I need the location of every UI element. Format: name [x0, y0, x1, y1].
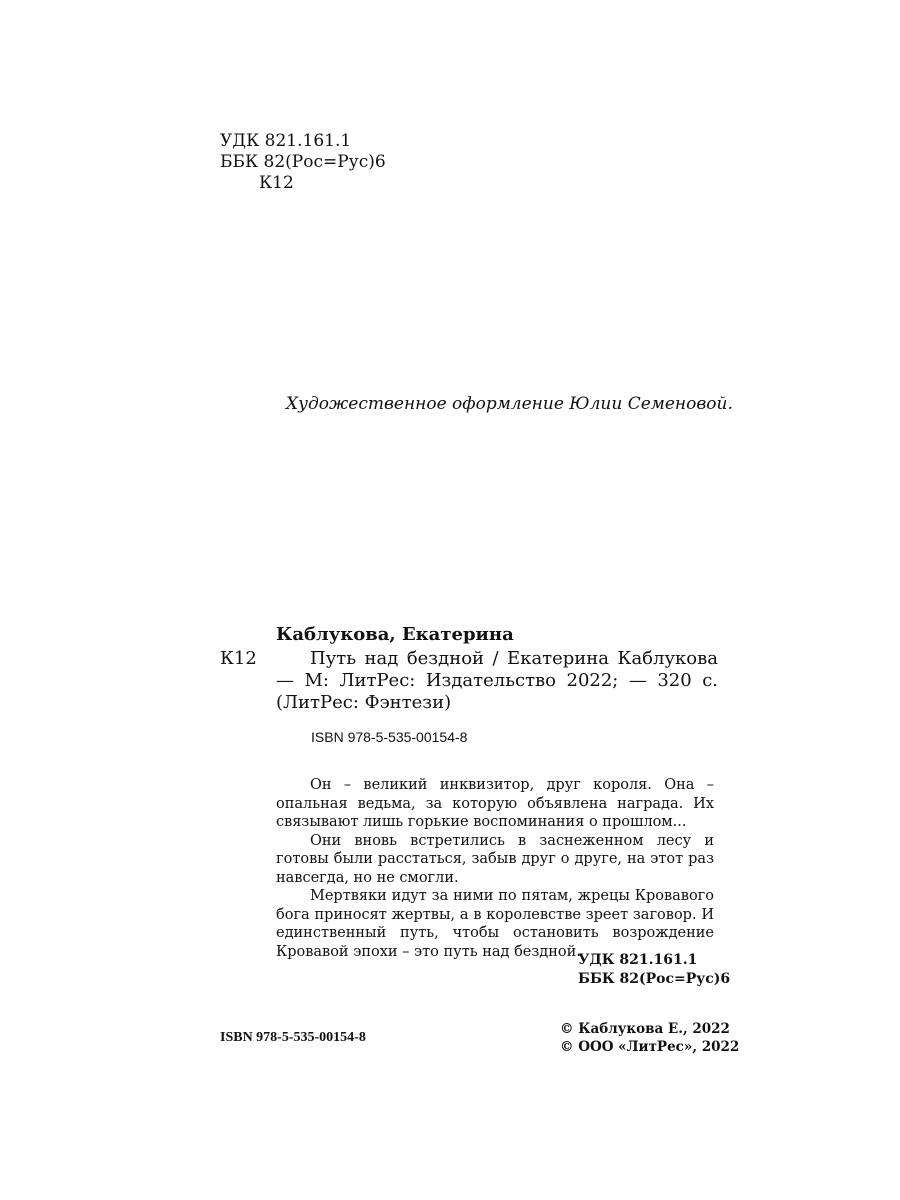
copyright-publisher: © ООО «ЛитРес», 2022	[560, 1039, 740, 1055]
bottom-classification-codes	[578, 951, 730, 989]
top-classification-codes	[220, 131, 386, 194]
copyright-block	[560, 1020, 739, 1056]
card-description-text: Путь над бездной / Екатерина Каблукова — М: ЛитРес: Издательство 2022; — 320 с. (ЛитРес: Фэнтези)	[276, 648, 718, 713]
annotation	[276, 776, 714, 961]
author-sign-code: К12	[259, 173, 294, 193]
copyright-author: © Каблукова Е., 2022	[560, 1021, 730, 1037]
design-credit: Художественное оформление Юлии Семеновой.	[286, 394, 733, 414]
annotation-paragraph: Он – великий инквизитор, друг короля. Она – опальная ведьма, за которую объявлена награда. Их связывают лишь горькие воспоминания о прошлом...	[276, 777, 714, 830]
card-isbn: ISBN 978-5-535-00154-8	[311, 729, 468, 745]
bottom-isbn: ISBN 978-5-535-00154-8	[220, 1030, 366, 1045]
card-author: Каблукова, Екатерина	[276, 624, 514, 645]
bottom-bbk-code: ББК 82(Рос=Рус)6	[578, 971, 731, 987]
bottom-udk-code: УДК 821.161.1	[578, 952, 698, 968]
card-author-sign: К12	[220, 648, 257, 669]
udk-code: УДК 821.161.1	[220, 131, 352, 151]
bbk-code: ББК 82(Рос=Рус)6	[220, 152, 386, 172]
annotation-paragraph: Они вновь встретились в заснеженном лесу и готовы были расстаться, забыв друг о друге, на этот раз навсегда, но не смогли.	[276, 832, 714, 886]
annotation-paragraph: Мертвяки идут за ними по пятам, жрецы Кровавого бога приносят жертвы, а в королевстве зреет заговор. И единственный путь, чтобы остановить возрождение Кровавой эпохи – это путь над бездной.	[276, 888, 714, 960]
card-description	[276, 648, 718, 714]
